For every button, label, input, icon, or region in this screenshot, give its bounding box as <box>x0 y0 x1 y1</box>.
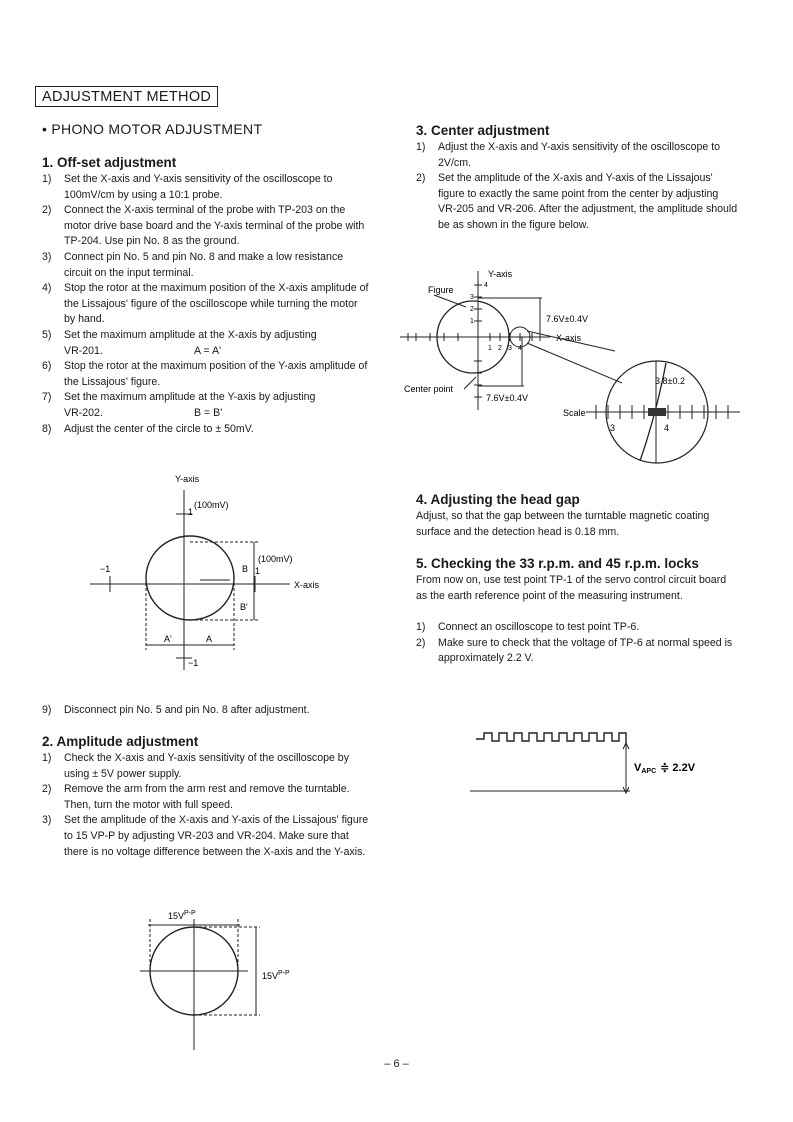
s1-item: 1) Set the X-axis and Y-axis sensitivity of the oscilloscope to 100mV/cm by using a 10:1 probe. <box>42 173 333 201</box>
fig1-circle <box>146 536 234 620</box>
fig1-one-b-label: 1 <box>255 566 261 576</box>
fig1-minus-one-x: −1 <box>100 564 111 574</box>
s1-item: 3) Connect pin No. 5 and pin No. 8 and make a low resistance circuit on the input terminal. <box>42 250 344 279</box>
offset-figure <box>80 470 380 680</box>
fig1-y-axis-label: Y-axis <box>175 474 200 484</box>
s5-list <box>416 620 738 667</box>
fig1-b-label: B <box>242 564 249 574</box>
s1-item9: 9) Disconnect pin No. 5 and pin No. 8 after adjustment. <box>42 704 310 716</box>
s5-heading: 5. Checking the 33 r.p.m. and 45 r.p.m. locks <box>416 556 699 571</box>
fig3-v-lower: 7.6V±0.4V <box>486 393 528 403</box>
s1-item: 5) Set the maximum amplitude at the X-axis by adjusting VR-201. A = A' <box>42 328 317 357</box>
fig2-right-label: $15V^{P-P}$ <box>262 970 290 981</box>
s1-item: 6) Stop the rotor at the maximum position of the Y-axis amplitude of the Lissajous' figure. <box>42 360 368 388</box>
fig1-b-prime-label: B' <box>240 602 248 612</box>
s3-item: 1) Adjust the X-axis and Y-axis sensitivity of the oscilloscope to 2V/cm. <box>416 141 721 169</box>
fig3-tick-y1: 1 <box>470 318 474 325</box>
fig3-scale-marker <box>648 408 666 416</box>
s1-item: 8) Adjust the center of the circle to ± 50mV. <box>42 422 254 435</box>
s1-list <box>42 172 370 437</box>
fig3-center-point: Center point <box>404 384 454 394</box>
s3-item: 2) Set the amplitude of the X-axis and Y-axis of the Lissajous' figure to exactly the same point from the center by adjusting VR-205 and VR-206. After the adjustment, the amplitude should be as shown in the figure below. <box>416 172 738 231</box>
s4-text: Adjust, so that the gap between the turntable magnetic coating surface and the detection head is 0.18 mm. <box>416 510 710 538</box>
fig1-one-label: 1 <box>188 507 194 517</box>
page-number: – 6 – <box>384 1058 409 1070</box>
fig3-tick-y2: 2 <box>470 306 474 313</box>
fig3-tick-y4: 4 <box>484 282 488 289</box>
fig3-zoom-3: 3 <box>610 423 616 433</box>
fig1-unit-label: (100mV) <box>194 500 229 510</box>
fig3-tick-y3: 3 <box>470 294 474 301</box>
s1-heading: 1. Off-set adjustment <box>42 155 177 170</box>
main-heading: • PHONO MOTOR ADJUSTMENT <box>42 121 263 137</box>
fig3-tick-x1: 1 <box>488 345 492 352</box>
fig1-minus-one-y: −1 <box>188 658 199 668</box>
s2-item: 1) Check the X-axis and Y-axis sensitivity of the oscilloscope by using ± 5V power supply. <box>42 752 349 780</box>
s2-heading: 2. Amplitude adjustment <box>42 734 199 749</box>
s1-item: 4) Stop the rotor at the maximum position of the X-axis amplitude of the Lissajous' figure of the oscilloscope while turning the motor by hand. <box>42 282 369 326</box>
fig3-x-axis-label: X-axis <box>556 333 582 343</box>
s4-heading: 4. Adjusting the head gap <box>416 492 580 507</box>
fig3-tick-x2: 2 <box>498 345 502 352</box>
fig1-a-prime-label: A' <box>164 634 172 644</box>
center-figure <box>400 265 760 470</box>
fig3-zoom-value: 3.8±0.2 <box>655 376 685 386</box>
waveform-figure <box>466 725 736 805</box>
s2-item: 3) Set the amplitude of the X-axis and Y-axis of the Lissajous' figure to 15 VP-P by adjusting VR-203 and VR-204. Make sure that there is no voltage difference between the X-axis and the Y-axis. <box>42 814 369 858</box>
s5-text: From now on, use test point TP-1 of the servo control circuit board as the earth reference point of the measuring instrument. <box>416 574 727 602</box>
s5-item: 2) Make sure to check that the voltage of TP-6 at normal speed is approximately 2.2 V. <box>416 636 733 665</box>
fig3-tick-x3: 3 <box>508 345 512 352</box>
fig4-square-wave <box>476 733 626 745</box>
fig3-zoom-4: 4 <box>664 423 670 433</box>
amplitude-figure <box>130 905 320 1055</box>
fig3-y-axis-label: Y-axis <box>488 269 513 279</box>
fig3-tick-x4: 4 <box>518 345 522 352</box>
fig3-figure-label: Figure <box>428 285 454 295</box>
fig4-label: VAPC ≑ 2.2V <box>634 762 696 775</box>
s3-list <box>416 140 738 234</box>
s2-list <box>42 751 370 860</box>
fig2-top-label: $15V^{P-P}$ <box>168 910 196 921</box>
fig1-x-axis-label: X-axis <box>294 580 320 590</box>
s1-item: 2) Connect the X-axis terminal of the probe with TP-203 on the motor drive base board and the Y-axis terminal of the probe with TP-204. Use pin No. 8 as the ground. <box>42 204 365 248</box>
fig1-unit2-label: (100mV) <box>258 554 293 564</box>
fig3-scale-label: Scale <box>563 408 586 418</box>
s2-item: 2) Remove the arm from the arm rest and remove the turntable. Then, turn the motor with full speed. <box>42 783 350 811</box>
section-title: ADJUSTMENT METHOD <box>35 86 218 107</box>
s5-item: 1) Connect an oscilloscope to test point TP-6. <box>416 621 640 633</box>
fig1-a-label: A <box>206 634 213 644</box>
s1-item: 7) Set the maximum amplitude at the Y-axis by adjusting VR-202. B = B' <box>42 391 316 419</box>
s3-heading: 3. Center adjustment <box>416 123 550 138</box>
fig3-v-upper: 7.6V±0.4V <box>546 314 588 324</box>
